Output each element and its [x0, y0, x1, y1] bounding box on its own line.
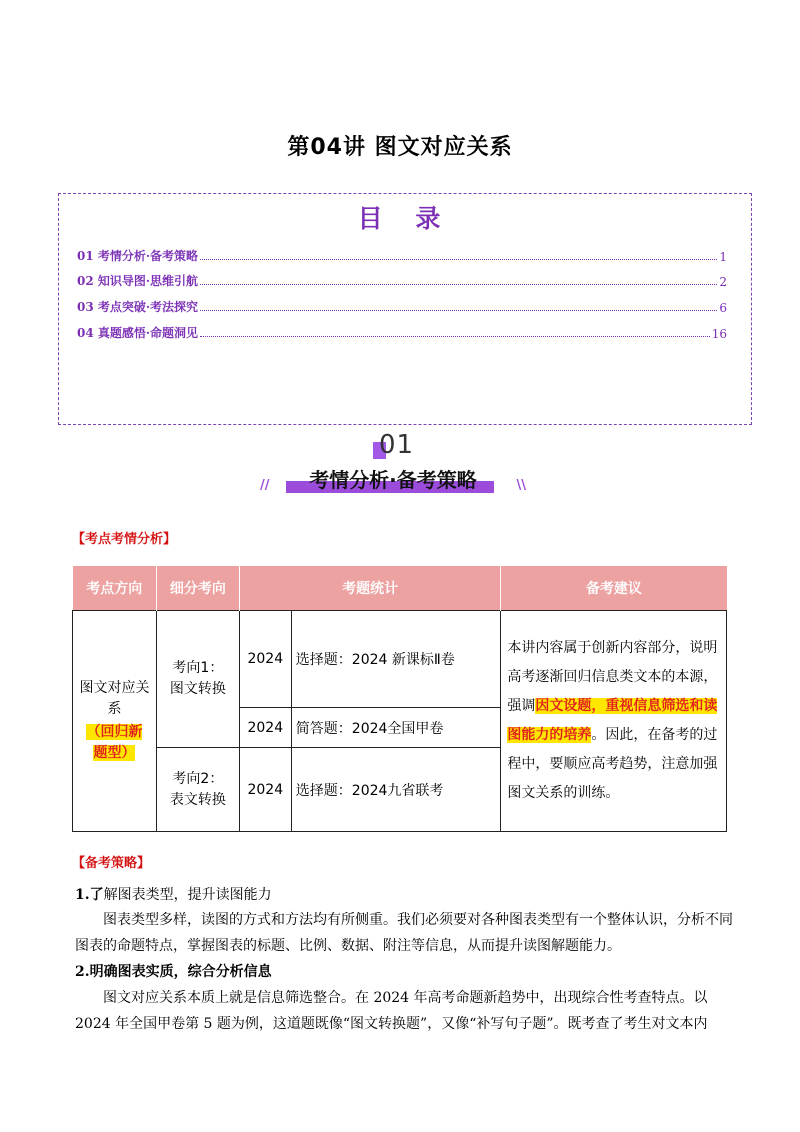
banner-slash-left-icon: // [260, 478, 270, 493]
table-header-row [73, 566, 727, 611]
toc-leader [200, 259, 717, 260]
exam-analysis-heading: 【考点考情分析】 [72, 532, 177, 547]
sub-direction-cell: 考向2： 表文转换 [156, 748, 239, 832]
toc-leader [200, 336, 710, 337]
table-of-contents [58, 193, 752, 425]
stat-cell: 选择题：2024 新课标Ⅱ卷 [291, 611, 501, 708]
table-row [73, 611, 727, 708]
direction-cell: 图文对应关 系 （回归新题型） [73, 611, 157, 832]
section-title: 考情分析·备考策略 [309, 468, 477, 492]
toc-leader [200, 284, 717, 285]
page-title: 第04讲 图文对应关系 [287, 135, 513, 160]
toc-item-4[interactable]: 04 真题感悟·命题洞见 16 [77, 326, 727, 341]
col-header-advice: 备考建议 [501, 566, 727, 611]
strategy-point-1-text: 图表类型多样，读图的方式和方法均有所侧重。我们必须要对各种图表类型有一个整体认识，分析不同图表的命题特点，掌握图表的标题、比例、数据、附注等信息，从而提升读图解题能力。 [75, 912, 733, 954]
banner-slash-right-icon: \\ [516, 478, 526, 493]
advice-cell: 本讲内容属于创新内容部分，说明高考逐渐回归信息类文本的本源，强调因文设题，重视信息筛选和读图能力的培养。因此，在备考的过程中，要顺应高考趋势，注意加强图文关系的训练。 [501, 611, 727, 832]
toc-heading: 目 录 [357, 204, 453, 233]
strategy-point-2-title: 2.明确图表实质，综合分析信息 [75, 964, 272, 980]
toc-item-1[interactable]: 01 考情分析·备考策略 1 [77, 249, 727, 264]
advice-highlight: 因文设题，重视信息筛选和读图能力的培养 [507, 698, 718, 743]
exam-analysis-table [72, 566, 727, 832]
year-cell: 2024 [239, 611, 291, 708]
sub-direction-cell: 考向1： 图文转换 [156, 611, 239, 748]
strategy-heading: 【备考策略】 [72, 856, 151, 871]
toc-item-2[interactable]: 02 知识导图·思维引航 2 [77, 274, 727, 289]
stat-cell: 选择题：2024九省联考 [291, 748, 501, 832]
toc-leader [200, 310, 717, 311]
year-cell: 2024 [239, 708, 291, 748]
col-header-direction: 考点方向 [73, 566, 157, 611]
section-number: 01 [371, 430, 431, 462]
col-header-stats: 考题统计 [239, 566, 501, 611]
year-cell: 2024 [239, 748, 291, 832]
col-header-sub: 细分考向 [156, 566, 239, 611]
strategy-point-1-title: 1.了解图表类型，提升读图能力 [75, 887, 272, 903]
strategy-point-2-text: 图文对应关系本质上就是信息筛选整合。在 2024 年高考命题新趋势中，出现综合性考查特点。以 2024 年全国甲卷第 5 题为例，这道题既像“图文转换题”，又像“补写句子题”。既考查了考生对文本内 [75, 990, 708, 1032]
new-type-tag: （回归新题型） [86, 724, 143, 761]
toc-item-3[interactable]: 03 考点突破·考法探究 6 [77, 300, 727, 315]
stat-cell: 简答题：2024全国甲卷 [291, 708, 501, 748]
section-banner [258, 462, 528, 498]
